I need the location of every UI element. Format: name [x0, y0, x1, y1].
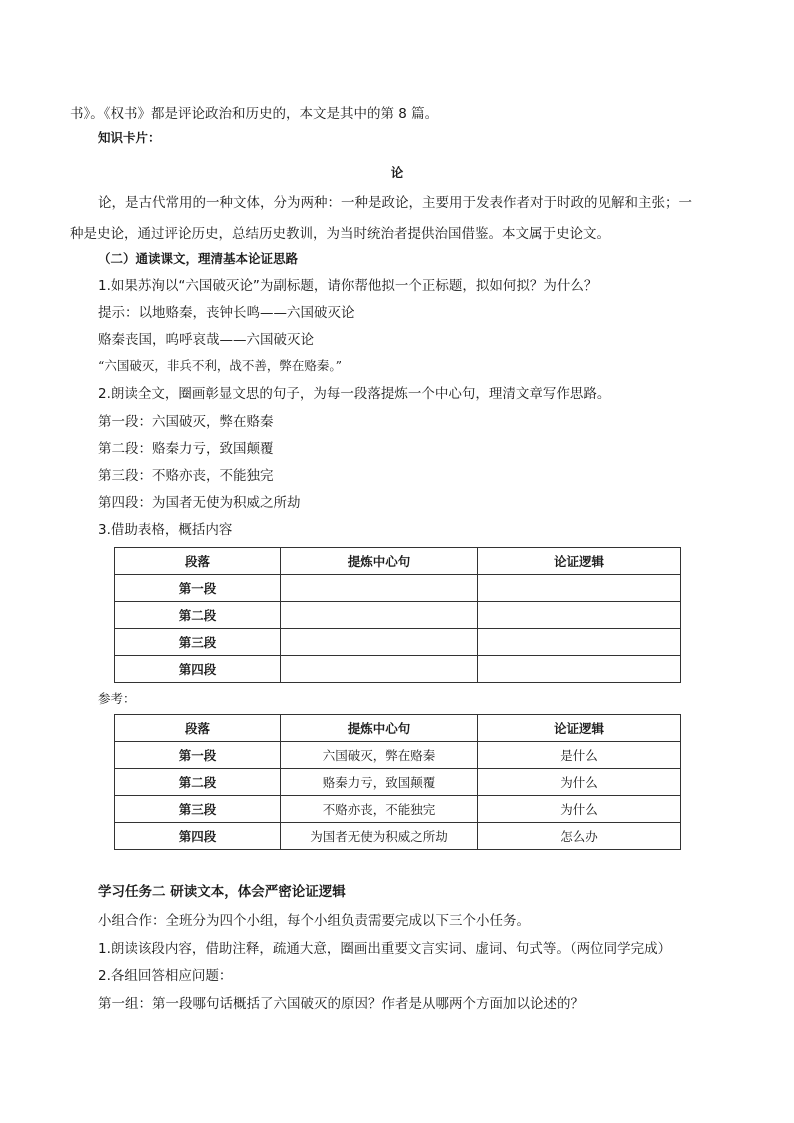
blank-cell[interactable] — [281, 629, 478, 656]
task-2-heading: 学习任务二 研读文本，体会严密论证逻辑 — [98, 884, 346, 900]
header-central-sentence: 提炼中心句 — [281, 715, 478, 742]
row-label: 第一段 — [115, 575, 281, 602]
reference-table — [114, 714, 681, 850]
central-sentence-cell: 六国破灭，弊在赂秦 — [281, 742, 478, 769]
hint-line-2: 赂秦丧国，呜呼哀哉——六国破灭论 — [98, 332, 314, 348]
blank-cell[interactable] — [478, 656, 681, 683]
card-title: 论 — [390, 165, 404, 180]
table-row — [115, 629, 681, 656]
blank-table — [114, 547, 681, 683]
central-sentence-cell: 赂秦力亏，致国颠覆 — [281, 769, 478, 796]
row-label: 第一段 — [115, 742, 281, 769]
logic-cell: 怎么办 — [478, 823, 681, 850]
quote-line: “六国破灭，非兵不利，战不善，弊在赂秦。” — [98, 358, 343, 373]
blank-cell[interactable] — [478, 629, 681, 656]
paragraph-4-summary: 第四段：为国者无使为积威之所劫 — [98, 495, 301, 511]
table-row — [115, 823, 681, 850]
card-body-line-2: 种是史论，通过评论历史，总结历史教训，为当时统治者提供治国借鉴。本文属于史论文。 — [70, 226, 610, 242]
central-sentence-cell: 不赂亦丧，不能独完 — [281, 796, 478, 823]
table-row — [115, 656, 681, 683]
blank-cell[interactable] — [281, 602, 478, 629]
section-heading: （二）通读课文，理清基本论证思路 — [98, 251, 299, 266]
row-label: 第三段 — [115, 796, 281, 823]
row-label: 第二段 — [115, 602, 281, 629]
blank-cell[interactable] — [478, 575, 681, 602]
row-label: 第二段 — [115, 769, 281, 796]
card-body-line-1: 论，是古代常用的一种文体，分为两种：一种是政论，主要用于发表作者对于时政的见解和主张；一 — [98, 195, 692, 211]
knowledge-card-label: 知识卡片： — [98, 130, 161, 145]
table-row — [115, 742, 681, 769]
question-1: 1.如果苏洵以“六国破灭论”为副标题，请你帮他拟一个正标题，拟如何拟？为什么？ — [98, 278, 598, 294]
blank-cell[interactable] — [478, 602, 681, 629]
group-work-intro: 小组合作：全班分为四个小组，每个小组负责需要完成以下三个小任务。 — [98, 913, 530, 929]
logic-cell: 为什么 — [478, 796, 681, 823]
header-paragraph: 段落 — [115, 715, 281, 742]
blank-cell[interactable] — [281, 656, 478, 683]
question-3: 3.借助表格，概括内容 — [98, 522, 233, 538]
logic-cell: 为什么 — [478, 769, 681, 796]
paragraph-1-summary: 第一段：六国破灭，弊在赂秦 — [98, 414, 274, 430]
question-2: 2.朗读全文，圈画彰显文思的句子，为每一段落提炼一个中心句，理清文章写作思路。 — [98, 386, 611, 402]
table-row — [115, 769, 681, 796]
table-row — [115, 796, 681, 823]
blank-cell[interactable] — [281, 575, 478, 602]
reference-label: 参考： — [98, 691, 136, 706]
task-step-1: 1.朗读该段内容，借助注释，疏通大意，圈画出重要文言实词、虚词、句式等。（两位同学完成） — [98, 941, 672, 957]
table-row — [115, 602, 681, 629]
intro-line-end: 书》。《权书》都是评论政治和历史的，本文是其中的第 8 篇。 — [70, 106, 439, 122]
row-label: 第三段 — [115, 629, 281, 656]
row-label: 第四段 — [115, 823, 281, 850]
table-header-row — [115, 548, 681, 575]
group-1-question: 第一组：第一段哪句话概括了六国破灭的原因？作者是从哪两个方面加以论述的？ — [98, 996, 584, 1012]
task-step-2: 2.各组回答相应问题： — [98, 968, 233, 984]
header-logic: 论证逻辑 — [478, 548, 681, 575]
table-row — [115, 575, 681, 602]
table-header-row — [115, 715, 681, 742]
header-central-sentence: 提炼中心句 — [281, 548, 478, 575]
hint-line-1: 提示：以地赂秦，丧钟长鸣——六国破灭论 — [98, 305, 355, 321]
paragraph-2-summary: 第二段：赂秦力亏，致国颠覆 — [98, 441, 274, 457]
row-label: 第四段 — [115, 656, 281, 683]
central-sentence-cell: 为国者无使为积威之所劫 — [281, 823, 478, 850]
header-logic: 论证逻辑 — [478, 715, 681, 742]
paragraph-3-summary: 第三段：不赂亦丧，不能独完 — [98, 468, 274, 484]
logic-cell: 是什么 — [478, 742, 681, 769]
header-paragraph: 段落 — [115, 548, 281, 575]
